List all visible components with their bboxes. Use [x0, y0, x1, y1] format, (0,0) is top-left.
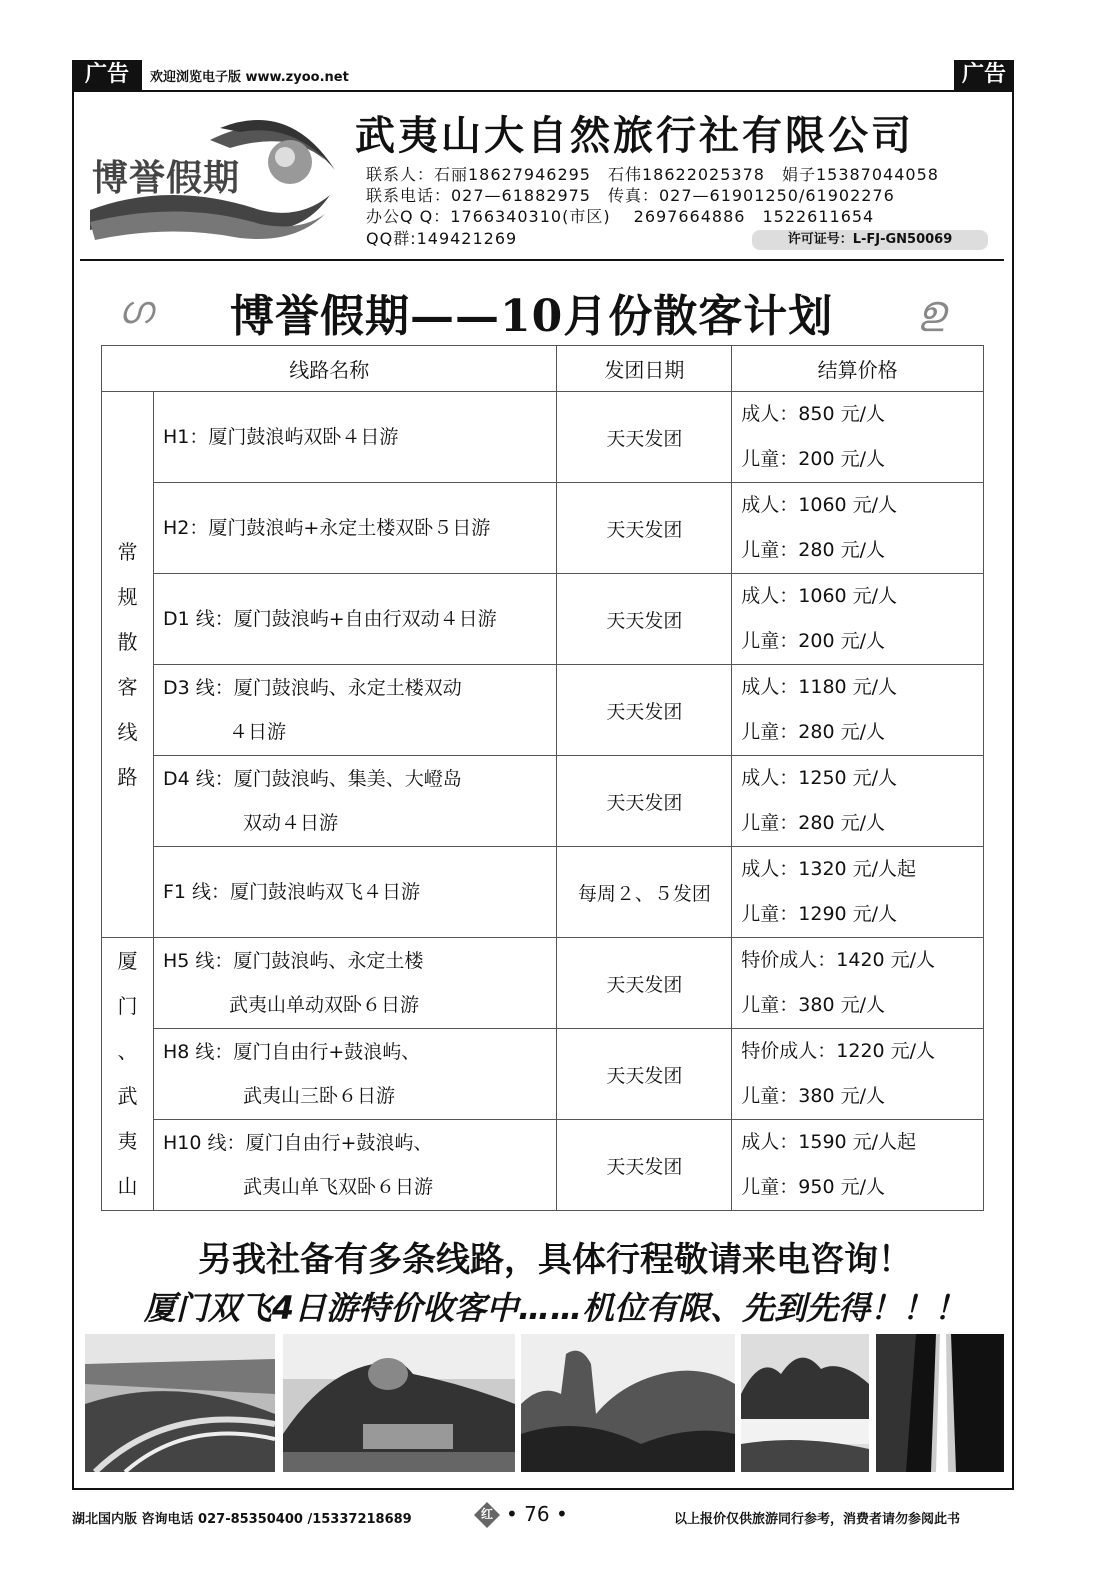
departure-date: 天天发团	[557, 392, 732, 483]
route-name: D1 线：厦门鼓浪屿+自由行双动４日游	[153, 574, 557, 665]
price: 成人：1590 元/人起 儿童：950 元/人	[732, 1120, 984, 1211]
table-row	[102, 1120, 984, 1211]
plan-title: 博誉假期——10月份散客计划	[230, 291, 834, 342]
footer-badge	[474, 1502, 500, 1528]
table-row	[102, 483, 984, 574]
photo-coastal-highway	[85, 1334, 275, 1472]
price: 成人：1320 元/人起 儿童：1290 元/人	[732, 847, 984, 938]
price: 成人：1250 元/人 儿童：280 元/人	[732, 756, 984, 847]
photo-misty-peaks	[741, 1334, 869, 1472]
table-row	[102, 574, 984, 665]
contact-qq-group: QQ群:149421269	[366, 229, 518, 248]
route-name: D4 线：厦门鼓浪屿、集美、大嶝岛 双动４日游	[153, 756, 557, 847]
route-name: H10 线：厦门自由行+鼓浪屿、 武夷山单飞双卧６日游	[153, 1120, 557, 1211]
welcome-url[interactable]: 欢迎浏览电子版 www.zyoo.net	[150, 70, 349, 85]
category-xiamen-wuyishan: 厦 门 、 武 夷 山	[102, 938, 154, 1211]
contact-persons: 联系人：石丽18627946295 石伟18622025378 娟子15387044058	[366, 165, 939, 184]
photo-wuyi-cliffs	[521, 1334, 735, 1472]
photo-canyon-path	[876, 1334, 1004, 1472]
table-row	[102, 1029, 984, 1120]
ornament-left-icon: ഗ	[118, 288, 153, 332]
footer-disclaimer: 以上报价仅供旅游同行参考，消费者请勿参阅此书	[674, 1512, 961, 1527]
departure-date: 天天发团	[557, 665, 732, 756]
table-row	[102, 756, 984, 847]
table-row	[102, 938, 984, 1029]
category-regular: 常 规 散 客 线 路	[102, 392, 154, 938]
photo-gulangyu-island	[283, 1334, 515, 1472]
price: 成人：1060 元/人 儿童：280 元/人	[732, 483, 984, 574]
route-name: F1 线：厦门鼓浪屿双飞４日游	[153, 847, 557, 938]
price: 成人：1060 元/人 儿童：200 元/人	[732, 574, 984, 665]
header-divider	[80, 259, 1004, 261]
contact-phone: 联系电话：027—61882975 传真：027—61901250/61902276	[366, 186, 895, 205]
note-more-routes: 另我社备有多条线路，具体行程敬请来电咨询！	[198, 1240, 912, 1280]
departure-date: 天天发团	[557, 483, 732, 574]
route-name: H1：厦门鼓浪屿双卧４日游	[153, 392, 557, 483]
license-badge: 许可证号：L-FJ-GN50069	[752, 230, 988, 250]
price: 成人：850 元/人 儿童：200 元/人	[732, 392, 984, 483]
route-name: H2：厦门鼓浪屿+永定土楼双卧５日游	[153, 483, 557, 574]
route-name: H8 线：厦门自由行+鼓浪屿、 武夷山三卧６日游	[153, 1029, 557, 1120]
departure-date: 天天发团	[557, 938, 732, 1029]
table-row	[102, 665, 984, 756]
price: 特价成人：1420 元/人 儿童：380 元/人	[732, 938, 984, 1029]
tour-plan-table	[101, 345, 984, 1211]
ad-tag-left: 广告	[72, 60, 142, 90]
footer-edition-phone: 湖北国内版 咨询电话 027-85350400 /15337218689	[72, 1512, 412, 1527]
price: 特价成人：1220 元/人 儿童：380 元/人	[732, 1029, 984, 1120]
departure-date: 天天发团	[557, 1120, 732, 1211]
departure-date: 天天发团	[557, 756, 732, 847]
note-special-offer: 厦门双飞4日游特价收客中……机位有限、先到先得！！！	[143, 1289, 967, 1327]
header-date: 发团日期	[557, 346, 732, 392]
departure-date: 每周２、５发团	[557, 847, 732, 938]
price: 成人：1180 元/人 儿童：280 元/人	[732, 665, 984, 756]
contact-qq: 办公Q Q：1766340310(市区) 2697664886 1522611654	[366, 207, 875, 226]
brand-name: 博誉假期	[92, 157, 241, 199]
route-name: H5 线：厦门鼓浪屿、永定土楼 武夷山单动双卧６日游	[153, 938, 557, 1029]
footer-badge-text: 红	[480, 1507, 493, 1521]
ornament-right-icon: ഉ	[918, 288, 946, 332]
brand-logo	[90, 110, 340, 245]
page-number: • 76 •	[506, 1502, 568, 1526]
departure-date: 天天发团	[557, 574, 732, 665]
company-name: 武夷山大自然旅行社有限公司	[355, 113, 914, 159]
table-row	[102, 392, 984, 483]
departure-date: 天天发团	[557, 1029, 732, 1120]
header-price: 结算价格	[732, 346, 984, 392]
ad-tag-right: 广告	[954, 60, 1014, 90]
route-name: D3 线：厦门鼓浪屿、永定土楼双动 ４日游	[153, 665, 557, 756]
table-row	[102, 847, 984, 938]
header-route: 线路名称	[102, 346, 557, 392]
